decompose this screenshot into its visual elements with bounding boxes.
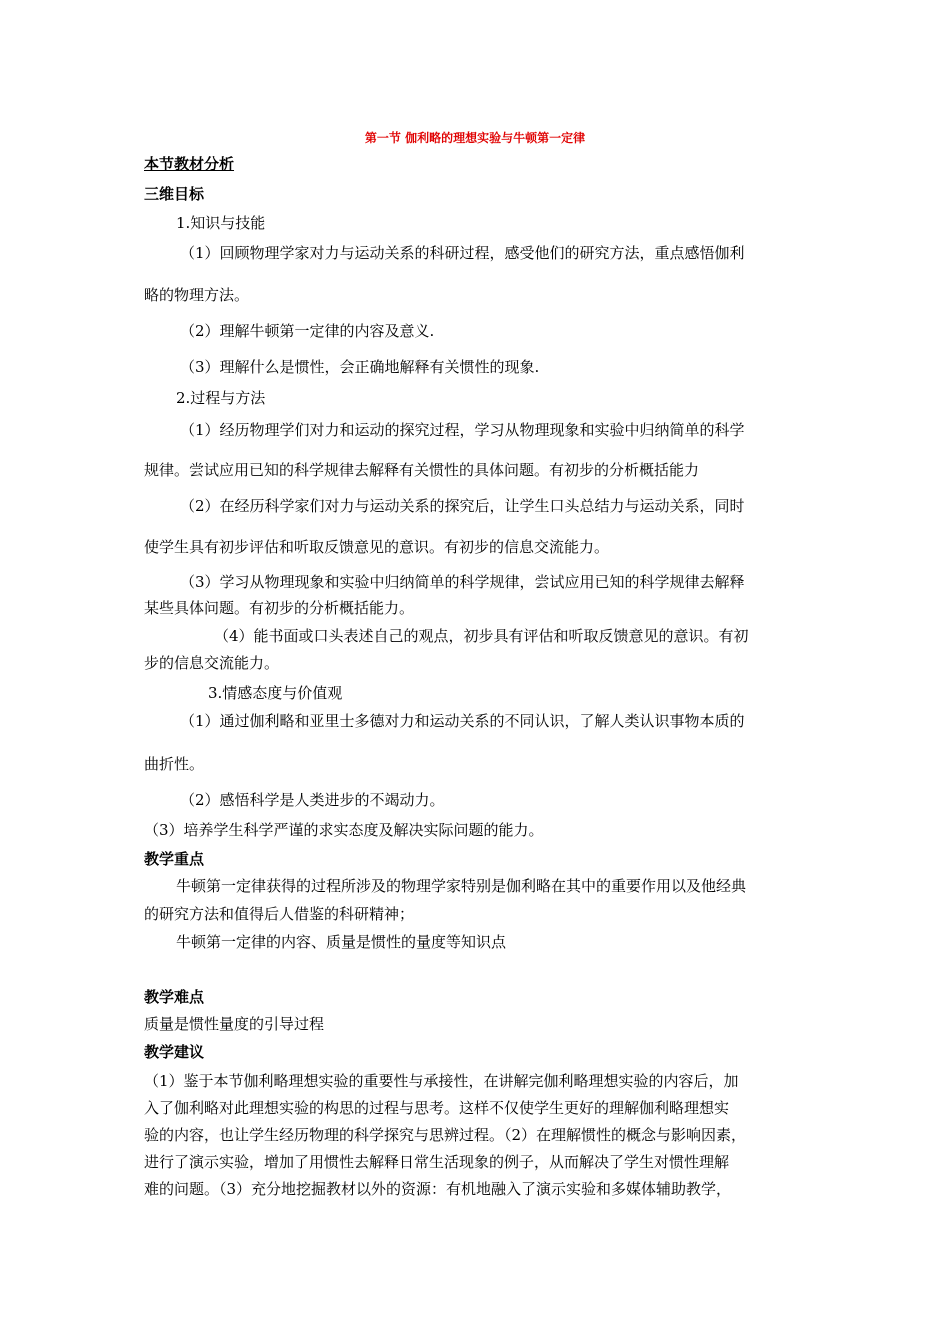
key-points-line3: 牛顿第一定律的内容、质量是惯性的量度等知识点 (176, 933, 507, 951)
suggestions-line2: 入了伽利略对此理想实验的构思的过程与思考。这样不仅使学生更好的理解伽利略理想实 (144, 1099, 730, 1117)
page-title: 第一节 伽利略的理想实验与牛顿第一定律 (364, 131, 586, 145)
process-item2-line2: 使学生具有初步评估和听取反馈意见的意识。有初步的信息交流能力。 (144, 538, 610, 556)
process-heading: 2.过程与方法 (176, 389, 266, 407)
difficulties-heading: 教学难点 (144, 988, 205, 1006)
key-points-heading: 教学重点 (144, 850, 205, 868)
knowledge-item1-line1: （1）回顾物理学家对力与运动关系的科研过程，感受他们的研究方法，重点感悟伽利 (180, 244, 745, 262)
difficulties-line1: 质量是惯性量度的引导过程 (144, 1015, 325, 1033)
emotion-item1-line1: （1）通过伽利略和亚里士多德对力和运动关系的不同认识，了解人类认识事物本质的 (180, 712, 745, 730)
suggestions-heading: 教学建议 (144, 1043, 205, 1061)
knowledge-item3: （3）理解什么是惯性，会正确地解释有关惯性的现象. (180, 358, 540, 376)
suggestions-line4: 进行了演示实验，增加了用惯性去解释日常生活现象的例子，从而解决了学生对惯性理解 (144, 1153, 730, 1171)
suggestions-line3: 验的内容，也让学生经历物理的科学探究与思辨过程。（2）在理解惯性的概念与影响因素， (144, 1126, 747, 1144)
process-item2-line1: （2）在经历科学家们对力与运动关系的探究后，让学生口头总结力与运动关系，同时 (180, 497, 745, 515)
knowledge-item2: （2）理解牛顿第一定律的内容及意义. (180, 322, 435, 340)
emotion-item1-line2: 曲折性。 (144, 755, 205, 773)
process-item1-line1: （1）经历物理学们对力和运动的探究过程，学习从物理现象和实验中归纳简单的科学 (180, 421, 745, 439)
suggestions-line1: （1）鉴于本节伽利略理想实验的重要性与承接性，在讲解完伽利略理想实验的内容后，加 (144, 1072, 739, 1090)
goals-heading: 三维目标 (144, 185, 205, 203)
key-points-line1: 牛顿第一定律获得的过程所涉及的物理学家特别是伽利略在其中的重要作用以及他经典 (176, 877, 747, 895)
knowledge-item1-line2: 略的物理方法。 (144, 286, 250, 304)
suggestions-line5: 难的问题。（3）充分地挖掘教材以外的资源：有机地融入了演示实验和多媒体辅助教学， (144, 1180, 732, 1198)
knowledge-heading: 1.知识与技能 (176, 214, 266, 232)
emotion-item3: （3）培养学生科学严谨的求实态度及解决实际问题的能力。 (144, 821, 544, 839)
process-item3-line2: 某些具体问题。有初步的分析概括能力。 (144, 599, 415, 617)
process-item4-line1: （4）能书面或口头表述自己的观点，初步具有评估和听取反馈意见的意识。有初 (214, 627, 749, 645)
emotion-item2: （2）感悟科学是人类进步的不竭动力。 (180, 791, 445, 809)
section-analysis-heading: 本节教材分析 (144, 155, 235, 173)
process-item3-line1: （3）学习从物理现象和实验中归纳简单的科学规律，尝试应用已知的科学规律去解释 (180, 573, 745, 591)
key-points-line2: 的研究方法和值得后人借鉴的科研精神； (144, 905, 415, 923)
emotion-heading: 3.情感态度与价值观 (208, 684, 343, 702)
process-item4-line2: 步的信息交流能力。 (144, 654, 280, 672)
process-item1-line2: 规律。尝试应用已知的科学规律去解释有关惯性的具体问题。有初步的分析概括能力 (144, 461, 700, 479)
